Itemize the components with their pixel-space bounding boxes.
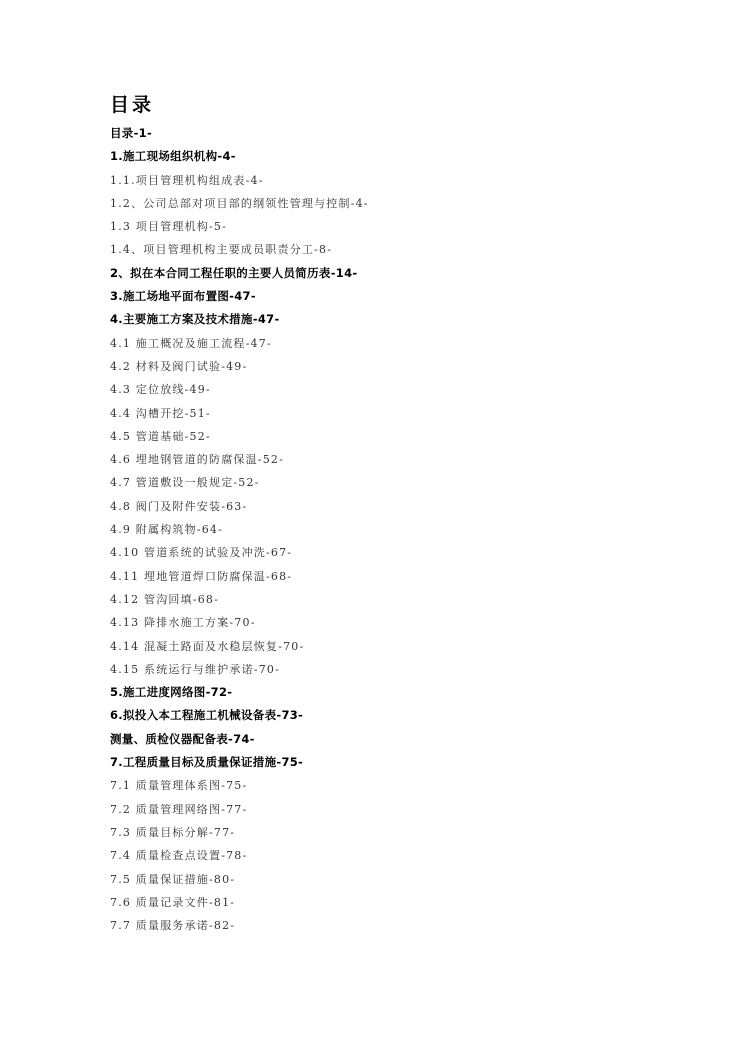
toc-entry-section[interactable]: 4.6 埋地钢管道的防腐保温-52-	[110, 453, 285, 467]
toc-entry-section[interactable]: 1.3 项目管理机构-5-	[110, 220, 228, 234]
toc-entry-section[interactable]: 4.9 附属构筑物-64-	[110, 523, 224, 537]
toc-entry-chapter[interactable]: 2、拟在本合同工程任职的主要人员简历表-14-	[110, 265, 358, 280]
toc-entry-section[interactable]: 1.4、项目管理机构主要成员职责分工-8-	[110, 243, 333, 257]
toc-entry-section[interactable]: 1.1.项目管理机构组成表-4-	[110, 173, 264, 187]
toc-entry-section[interactable]: 1.2、公司总部对项目部的纲领性管理与控制-4-	[110, 196, 369, 210]
toc-entry-section[interactable]: 4.13 降排水施工方案-70-	[110, 616, 256, 630]
toc-entry-chapter[interactable]: 3.施工场地平面布置图-47-	[110, 289, 256, 304]
toc-entry-section[interactable]: 7.7 质量服务承诺-82-	[110, 919, 236, 933]
toc-entry-section[interactable]: 4.4 沟槽开挖-51-	[110, 406, 211, 420]
toc-entry-section[interactable]: 4.5 管道基础-52-	[110, 429, 211, 443]
toc-entry-section[interactable]: 7.4 质量检查点设置-78-	[110, 849, 248, 863]
toc-entry-section[interactable]: 4.1 施工概况及施工流程-47-	[110, 336, 272, 350]
toc-entry-chapter[interactable]: 4.主要施工方案及技术措施-47-	[110, 312, 280, 327]
toc-entry-section[interactable]: 7.1 质量管理体系图-75-	[110, 779, 248, 793]
toc-entry-chapter[interactable]: 目录-1-	[110, 126, 153, 140]
toc-entry-section[interactable]: 4.3 定位放线-49-	[110, 383, 211, 397]
toc-entry-chapter[interactable]: 测量、质检仪器配备表-74-	[110, 731, 255, 746]
toc-entry-section[interactable]: 4.11 埋地管道焊口防腐保温-68-	[110, 569, 293, 583]
toc-entry-section[interactable]: 7.3 质量目标分解-77-	[110, 825, 236, 839]
toc-entry-section[interactable]: 4.2 材料及阀门试验-49-	[110, 359, 248, 373]
toc-entry-section[interactable]: 7.6 质量记录文件-81-	[110, 895, 236, 909]
toc-entry-chapter[interactable]: 1.施工现场组织机构-4-	[110, 149, 236, 164]
toc-entry-section[interactable]: 7.2 质量管理网络图-77-	[110, 802, 248, 816]
toc-entry-chapter[interactable]: 6.拟投入本工程施工机械设备表-73-	[110, 708, 304, 723]
page-title: 目录	[110, 94, 155, 116]
toc-entry-section[interactable]: 4.12 管沟回填-68-	[110, 592, 220, 606]
toc-entry-chapter[interactable]: 5.施工进度网络图-72-	[110, 685, 233, 700]
toc-entry-section[interactable]: 4.14 混凝土路面及水稳层恢复-70-	[110, 639, 305, 653]
toc-entry-section[interactable]: 4.7 管道敷设一般规定-52-	[110, 476, 260, 490]
toc-entry-section[interactable]: 4.10 管道系统的试验及冲洗-67-	[110, 546, 293, 560]
toc-entry-section[interactable]: 4.15 系统运行与维护承诺-70-	[110, 662, 281, 676]
table-of-contents	[110, 122, 670, 937]
toc-entry-section[interactable]: 7.5 质量保证措施-80-	[110, 872, 236, 886]
toc-entry-chapter[interactable]: 7.工程质量目标及质量保证措施-75-	[110, 755, 304, 770]
toc-entry-section[interactable]: 4.8 阀门及附件安装-63-	[110, 499, 248, 513]
